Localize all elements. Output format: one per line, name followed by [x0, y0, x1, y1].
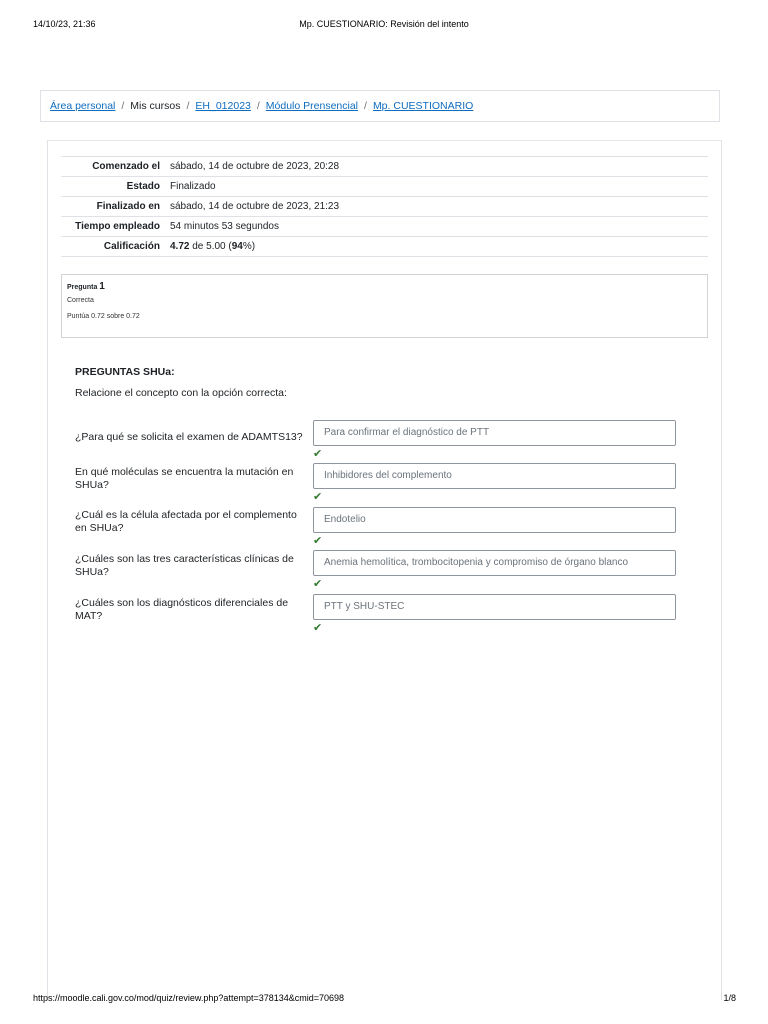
- breadcrumb-separator: /: [186, 100, 190, 112]
- check-icon: ✔: [313, 622, 323, 634]
- check-icon: ✔: [313, 578, 323, 590]
- question-heading: PREGUNTAS SHUa:: [75, 366, 175, 378]
- attempt-summary-table: [61, 156, 708, 257]
- question-instruction: Relacione el concepto con la opción correcta:: [75, 387, 287, 399]
- breadcrumb: [40, 90, 720, 122]
- summary-label: Comenzado el: [92, 161, 160, 172]
- match-prompt: ¿Para qué se solicita el examen de ADAMTS13?: [75, 431, 303, 443]
- question-info-box: [61, 274, 708, 338]
- summary-label: Calificación: [103, 241, 160, 252]
- summary-row-time: [61, 217, 708, 237]
- check-icon: ✔: [313, 448, 323, 460]
- print-title: Mp. CUESTIONARIO: Revisión del intento: [299, 19, 469, 29]
- summary-label: Tiempo empleado: [75, 221, 160, 232]
- breadcrumb-quiz[interactable]: Mp. CUESTIONARIO: [372, 100, 474, 112]
- summary-value: sábado, 14 de octubre de 2023, 21:23: [170, 201, 340, 212]
- summary-row-state: [61, 177, 708, 197]
- breadcrumb-area-personal[interactable]: Área personal: [50, 100, 116, 112]
- question-grade: Puntúa 0.72 sobre 0.72: [67, 313, 140, 320]
- match-answer-select[interactable]: Para confirmar el diagnóstico de PTT: [313, 420, 676, 446]
- summary-value: 54 minutos 53 segundos: [170, 221, 279, 232]
- match-answer-select[interactable]: Inhibidores del complemento: [313, 463, 676, 489]
- grade-rest: de 5.00 (: [192, 241, 232, 252]
- summary-row-grade: [61, 237, 708, 257]
- breadcrumb-separator: /: [364, 100, 367, 112]
- print-page-number: 1/8: [723, 993, 736, 1003]
- question-number: [67, 281, 702, 292]
- question-number-prefix: Pregunta: [67, 284, 98, 291]
- breadcrumb-module[interactable]: Módulo Prensencial: [265, 100, 359, 112]
- grade-end: %): [242, 241, 256, 252]
- match-prompt: ¿Cuáles son los diagnósticos diferenciales de MAT?: [75, 597, 289, 622]
- breadcrumb-mis-cursos: Mis cursos: [130, 100, 181, 112]
- breadcrumb-separator: /: [121, 100, 125, 112]
- breadcrumb-course[interactable]: EH_012023: [195, 100, 251, 112]
- breadcrumb-separator: /: [256, 100, 260, 112]
- print-url: https://moodle.cali.gov.co/mod/quiz/review.php?attempt=378134&cmid=70698: [33, 993, 345, 1003]
- check-icon: ✔: [313, 491, 323, 503]
- summary-label: Estado: [126, 181, 160, 192]
- match-prompt: En qué moléculas se encuentra la mutación en SHUa?: [75, 466, 294, 491]
- match-prompt: ¿Cuál es la célula afectada por el complemento en SHUa?: [75, 509, 297, 534]
- match-prompt: ¿Cuáles son las tres características clínicas de SHUa?: [75, 553, 294, 578]
- grade-percent: 94: [231, 241, 243, 252]
- check-icon: ✔: [313, 535, 323, 547]
- grade-score: 4.72: [170, 241, 190, 252]
- summary-value: Finalizado: [170, 181, 216, 192]
- summary-value: sábado, 14 de octubre de 2023, 20:28: [170, 161, 340, 172]
- print-header: [0, 19, 768, 33]
- question-number-value: 1: [99, 281, 105, 292]
- summary-label: Finalizado en: [96, 201, 160, 212]
- summary-row-finished: [61, 197, 708, 217]
- match-answer-select[interactable]: PTT y SHU-STEC: [313, 594, 676, 620]
- summary-row-started: [61, 157, 708, 177]
- print-datetime: 14/10/23, 21:36: [33, 19, 96, 29]
- match-answer-select[interactable]: Anemia hemolítica, trombocitopenia y compromiso de órgano blanco: [313, 550, 676, 576]
- summary-value: [165, 237, 708, 257]
- match-answer-select[interactable]: Endotelio: [313, 507, 676, 533]
- question-state: Correcta: [67, 297, 94, 304]
- print-footer: [0, 993, 768, 1007]
